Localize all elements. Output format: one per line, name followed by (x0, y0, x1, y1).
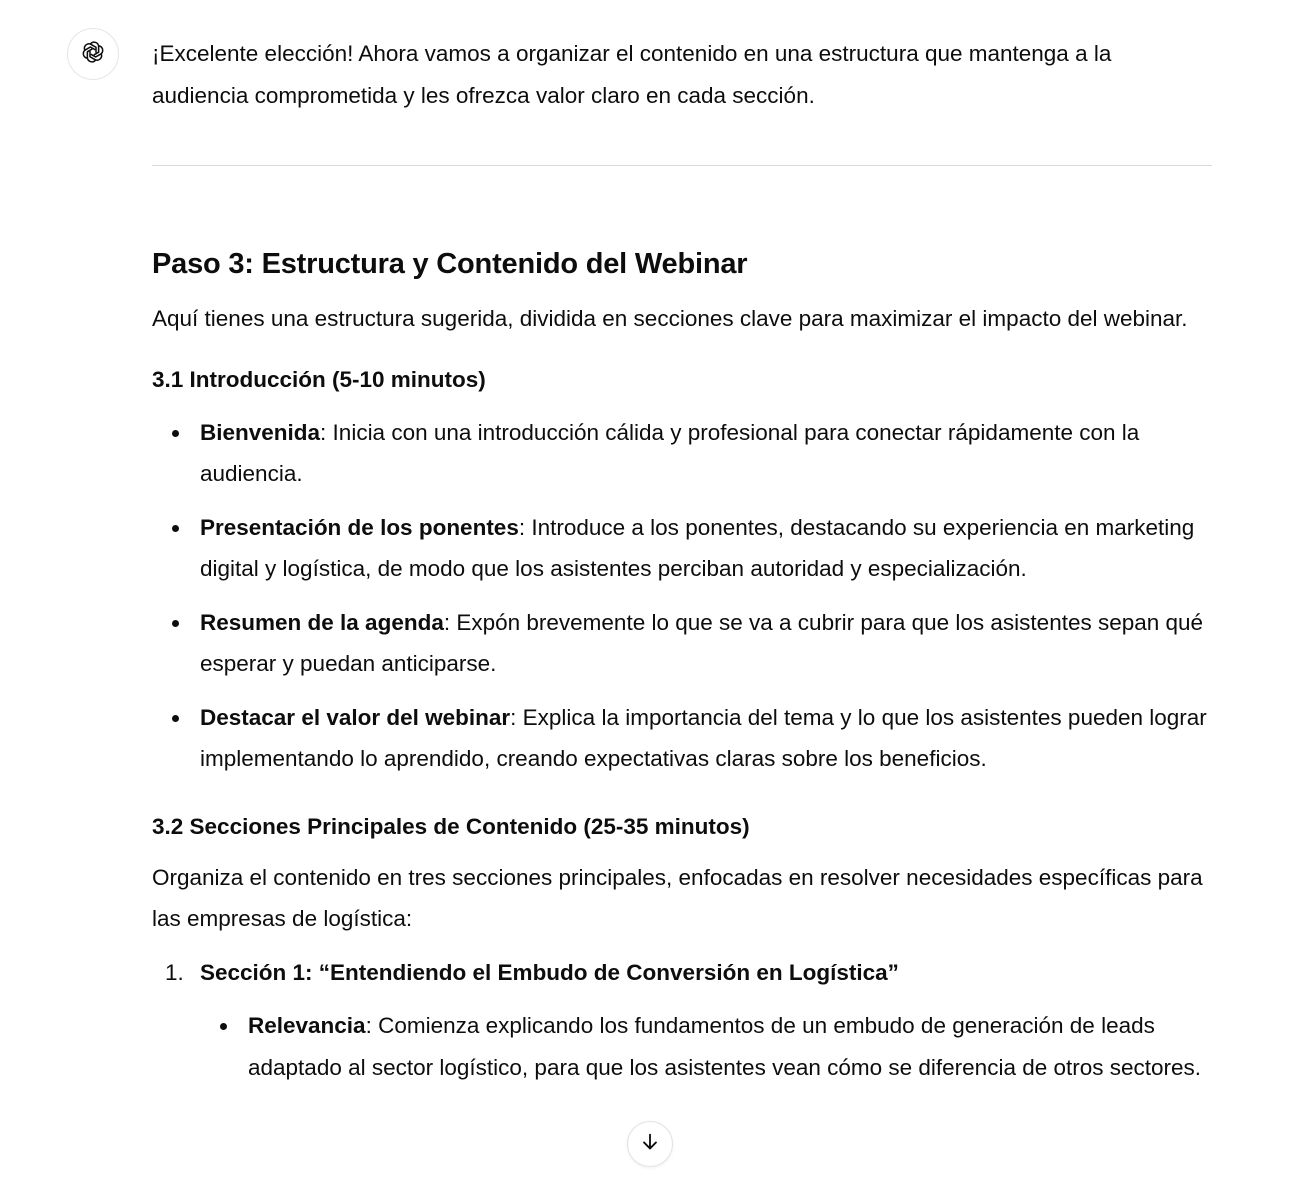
arrow-down-icon (639, 1131, 661, 1158)
openai-logo-icon (80, 39, 106, 70)
list-item-text: : Inicia con una introducción cálida y profesional para conectar rápidamente con la audiencia. (200, 419, 1140, 486)
section-32-lead: Organiza el contenido en tres secciones principales, enfocadas en resolver necesidades específicas para las empresas de logística: (152, 864, 1203, 931)
section-32-heading: 3.2 Secciones Principales de Contenido (25-35 minutos) (152, 813, 750, 839)
list-item-text: : Explica la importancia del tema y lo que los asistentes pueden lograr implementando lo aprendido, creando expectativas claras sobre los beneficios. (200, 704, 1207, 771)
list-item (200, 1005, 1212, 1088)
numbered-item (152, 952, 1212, 1089)
nested-list (200, 1005, 1212, 1088)
section-31-heading: 3.1 Introducción (5-10 minutos) (152, 366, 486, 392)
list-item-term: Bienvenida (200, 419, 321, 445)
list-item-text: : Comienza explicando los fundamentos de un embudo de generación de leads adaptado al sector logístico, para que los asistentes vean cómo se diferencia de otros sectores. (248, 1013, 1202, 1080)
numbered-item-title: Sección 1: “Entendiendo el Embudo de Conversión en Logística” (200, 959, 899, 985)
step-lead-paragraph: Aquí tienes una estructura sugerida, dividida en secciones clave para maximizar el impacto del webinar. (152, 306, 1188, 331)
list-item (152, 412, 1212, 495)
intro-paragraph: ¡Excelente elección! Ahora vamos a organizar el contenido en una estructura que mantenga a la audiencia comprometida y les ofrezca valor claro en cada sección. (152, 41, 1112, 108)
list-item-term: Resumen de la agenda (200, 609, 444, 635)
list-item-term: Relevancia (248, 1013, 366, 1038)
assistant-message (152, 33, 1212, 1088)
divider (152, 165, 1212, 166)
list-item-text: : Introduce a los ponentes, destacando su experiencia en marketing digital y logística, de modo que los asistentes perciban autoridad y especialización. (200, 514, 1195, 581)
scroll-to-bottom-button[interactable] (627, 1121, 673, 1167)
section-31-list (152, 412, 1212, 780)
assistant-avatar (67, 28, 119, 80)
list-item-text: : Expón brevemente lo que se va a cubrir para que los asistentes sepan qué esperar y puedan anticiparse. (200, 609, 1204, 676)
list-item (152, 697, 1212, 780)
item-number: 1. (165, 959, 184, 985)
step-heading: Paso 3: Estructura y Contenido del Webinar (152, 248, 748, 280)
section-32-list (152, 952, 1212, 1089)
list-item-term: Presentación de los ponentes (200, 514, 519, 540)
list-item-term: Destacar el valor del webinar (200, 704, 511, 730)
list-item (152, 602, 1212, 685)
list-item (152, 507, 1212, 590)
